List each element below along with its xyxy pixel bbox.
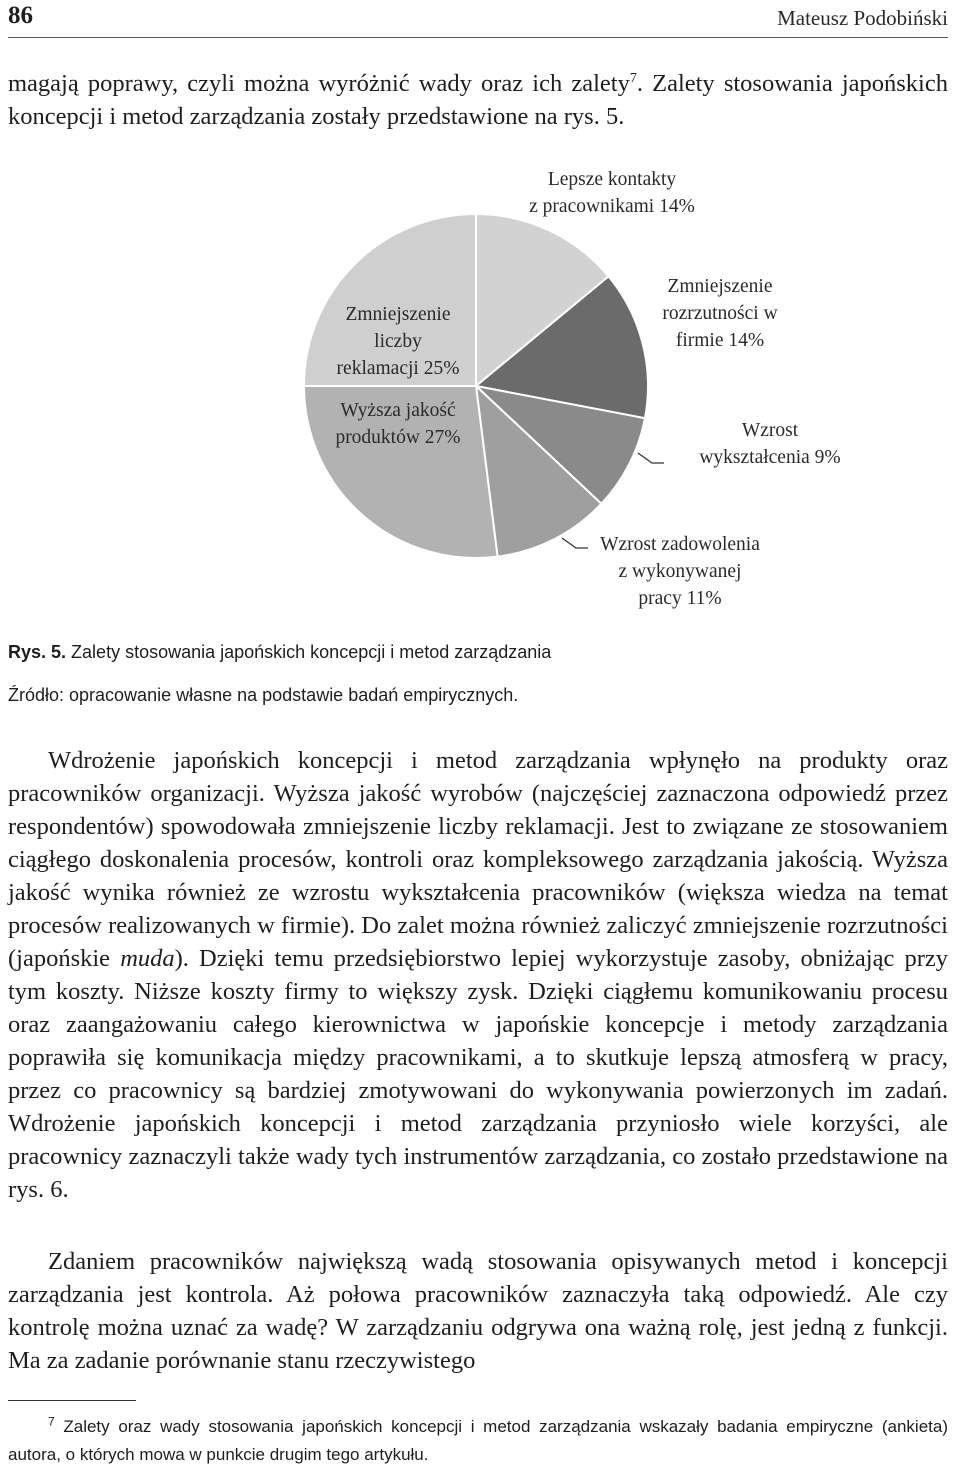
footnote [8, 1413, 948, 1469]
figure-caption [8, 642, 551, 663]
figure-caption-text: Zalety stosowania japońskich koncepcji i metod zarządzania [66, 642, 552, 662]
intro-text-before: magają poprawy, czyli można wyróżnić wady oraz ich zalety [8, 70, 630, 97]
slice-label: Lepsze kontakty z pracownikami 14% [529, 169, 695, 217]
header-rule [8, 37, 948, 38]
pie-chart [0, 160, 960, 620]
slice-label: Wzrost zadowolenia z wykonywanej pracy 11% [600, 534, 760, 609]
intro-text-after: . Zalety stosowania japońskich koncepcji i metod zarządzania zostały przedstawione na rys. 5. [8, 70, 948, 130]
running-header [8, 0, 948, 38]
body-paragraph-1 [8, 744, 948, 1206]
body-p1-text-after: ). Dzięki temu przedsiębiorstwo lepiej wykorzystuje zasoby, obniżając przy tym koszty. Niższe koszty firmy to większy zysk. Dzięki ciągłemu komunikowaniu procesu oraz zaangażowaniu całego kierownictwa w japońskie koncepcje i metody zarządzania poprawiła się komunikacja między pracownikami, a to skutkuje lepszą atmosferą w pracy, przez co pracownicy są bardziej zmotywowani do wykonywania powierzonych im zadań. Wdrożenie japońskich koncepcji i metod zarządzania przyniosło wiele korzyści, ale pracownicy zaznaczyli także wady tych instrumentów zarządzania, co zostało przedstawione na rys. 6. [8, 945, 948, 1203]
slice-label: Wzrost wykształcenia 9% [699, 420, 841, 468]
label-leader-line [562, 538, 588, 548]
slice-label: Zmniejszenie liczby reklamacji 25% [336, 304, 460, 379]
footnote-number: 7 [48, 1414, 55, 1429]
body-p1-italic-term: muda [120, 945, 175, 972]
figure-source: Źródło: opracowanie własne na podstawie badań empirycznych. [8, 685, 519, 705]
body-p1-text: Wdrożenie japońskich koncepcji i metod zarządzania wpłynęło na produkty oraz pracowników organizacji. Wyższa jakość wyrobów (najczęściej zaznaczona odpowiedź przez respondentów) spowodowała zmniejszenie liczby reklamacji. Jest to związane ze stosowaniem ciągłego doskonalenia procesów, kontroli oraz kompleksowego zarządzania jakością. Wyższa jakość wynika również ze wzrostu wykształcenia pracowników (większa wiedza na temat procesów realizowanych w firmie). Do zalet można również zaliczyć zmniejszenie rozrzutności (japońskie [8, 747, 948, 972]
slice-label: Wyższa jakość produktów 27% [335, 400, 461, 448]
running-author: Mateusz Podobiński [777, 6, 948, 30]
intro-paragraph [8, 67, 948, 133]
figure-caption-label: Rys. 5. [8, 642, 67, 662]
page-number: 86 [8, 2, 33, 29]
footnote-rule [8, 1400, 136, 1401]
footnote-text: Zalety oraz wady stosowania japońskich koncepcji i metod zarządzania wskazały badania empiryczne (ankieta) autora, o których mowa w punkcie drugim tego artykułu. [8, 1417, 948, 1464]
body-paragraph-2: Zdaniem pracowników największą wadą stosowania opisywanych metod i koncepcji zarządzania jest kontrola. Aż połowa pracowników zaznaczyła taką odpowiedź. Ale czy kontrolę można uznać za wadę? W zarządzaniu odgrywa ona ważną rolę, jest jedną z funkcji. Ma za zadanie porównanie stanu rzeczywistego [8, 1248, 948, 1374]
label-leader-line [638, 453, 664, 463]
slice-label: Zmniejszenie rozrzutności w firmie 14% [662, 276, 778, 351]
footnote-ref[interactable]: 7 [629, 70, 637, 86]
